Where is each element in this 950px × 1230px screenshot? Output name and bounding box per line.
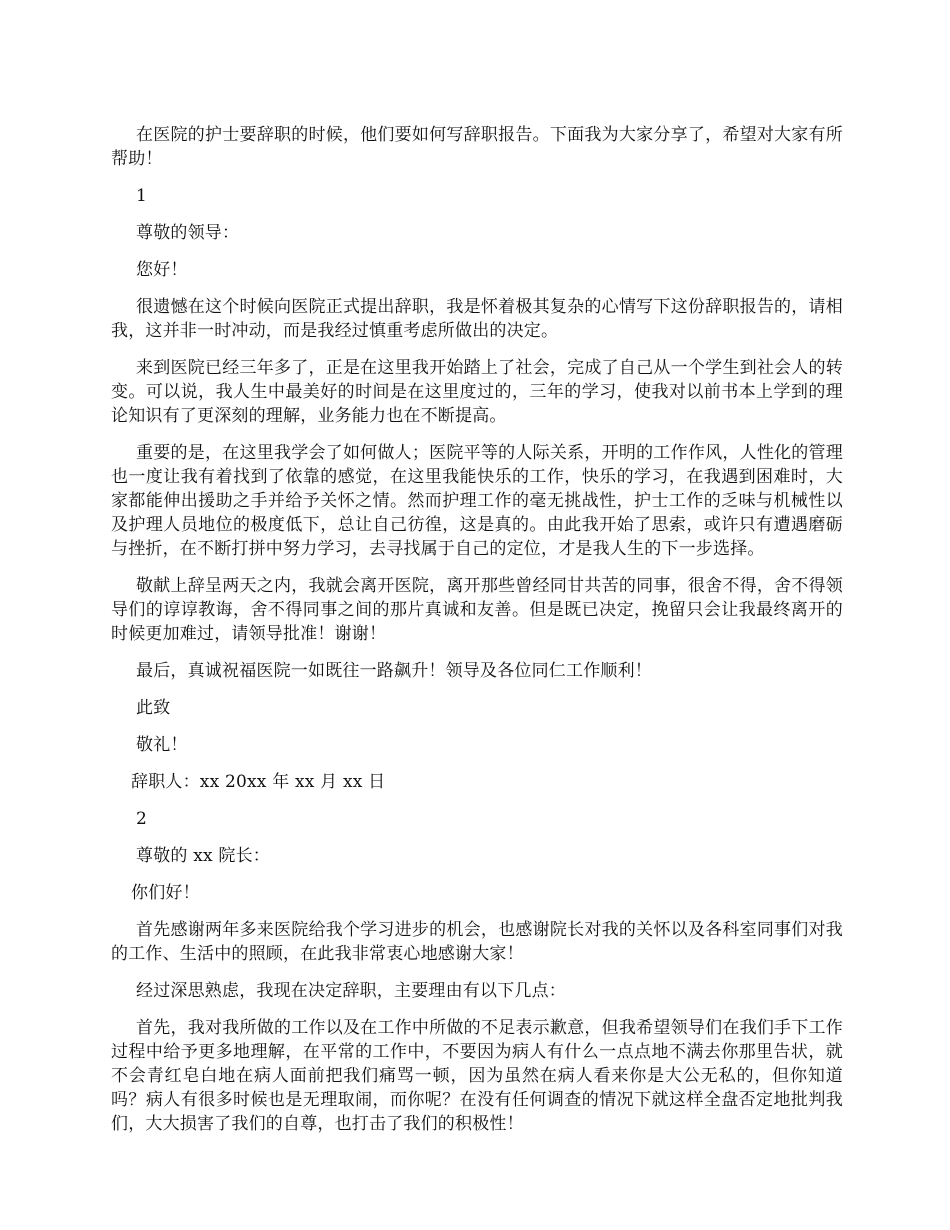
intro-paragraph: 在医院的护士要辞职的时候，他们要如何写辞职报告。下面我为大家分享了，希望对大家有所帮助！: [111, 125, 843, 169]
section-number-2: 2: [136, 809, 148, 829]
body-paragraph: 首先，我对我所做的工作以及在工作中所做的不足表示歉意，但我希望领导们在我们手下工作过程中给予更多地理解，在平常的工作中，不要因为病人有什么一点点地不满去你那里告状，就不会青红皂白地在病人面前把我们痛骂一顿，因为虽然在病人看来你是大公无私的，但你知道吗？病人有很多时候也是无理取闹，而你呢？在没有任何调查的情况下就这样全盘否定地批判我们，大大损害了我们的自尊，也打击了我们的积极性！: [111, 1018, 843, 1134]
closing-wishes: 最后，真诚祝福医院一如既往一路飙升！领导及各位同仁工作顺利！: [136, 661, 652, 681]
greeting-1: 您好！: [136, 260, 188, 280]
greeting-2: 你们好！: [131, 883, 200, 903]
document-body: [111, 123, 843, 1149]
body-paragraph: 来到医院已经三年多了，正是在这里我开始踏上了社会，完成了自己从一个学生到社会人的转变。可以说，我人生中最美好的时间是在这里度过的，三年的学习，使我对以前书本上学到的理论知识有了更深刻的理解，业务能力也在不断提高。: [111, 358, 843, 426]
body-paragraph: 经过深思熟虑，我现在决定辞职，主要理由有以下几点：: [136, 981, 566, 1001]
body-paragraph: 首先感谢两年多来医院给我个学习进步的机会，也感谢院长对我的关怀以及各科室同事们对我的工作、生活中的照顾，在此我非常衷心地感谢大家！: [111, 920, 843, 964]
signature-line: 辞职人：xx 20xx 年 xx 月 xx 日: [131, 772, 386, 792]
salutation-2: 尊敬的 xx 院长：: [136, 846, 270, 866]
body-paragraph: 敬献上辞呈两天之内，我就会离开医院，离开那些曾经同甘共苦的同事，很舍不得，舍不得领导们的谆谆教诲，舍不得同事之间的那片真诚和友善。但是既已决定，挽留只会让我最终离开的时候更加难过，请领导批准！谢谢！: [111, 576, 843, 644]
salutation-1: 尊敬的领导：: [136, 223, 240, 243]
body-paragraph: 很遗憾在这个时候向医院正式提出辞职，我是怀着极其复杂的心情写下这份辞职报告的，请相我，这并非一时冲动，而是我经过慎重考虑所做出的决定。: [111, 297, 843, 341]
section-number-1: 1: [136, 186, 148, 206]
closing-cizhi: 此致: [136, 698, 171, 718]
body-paragraph: 重要的是，在这里我学会了如何做人；医院平等的人际关系，开明的工作作风，人性化的管理也一度让我有着找到了依靠的感觉，在这里我能快乐的工作，快乐的学习，在我遇到困难时，大家都能伸出援助之手并给予关怀之情。然而护理工作的毫无挑战性，护士工作的乏味与机械性以及护理人员地位的极度低下，总让自己彷徨，这是真的。由此我开始了思索，或许只有遭遇磨砺与挫折，在不断打拼中努力学习，去寻找属于自己的定位，才是我人生的下一步选择。: [111, 443, 843, 559]
closing-jingli: 敬礼！: [136, 735, 188, 755]
